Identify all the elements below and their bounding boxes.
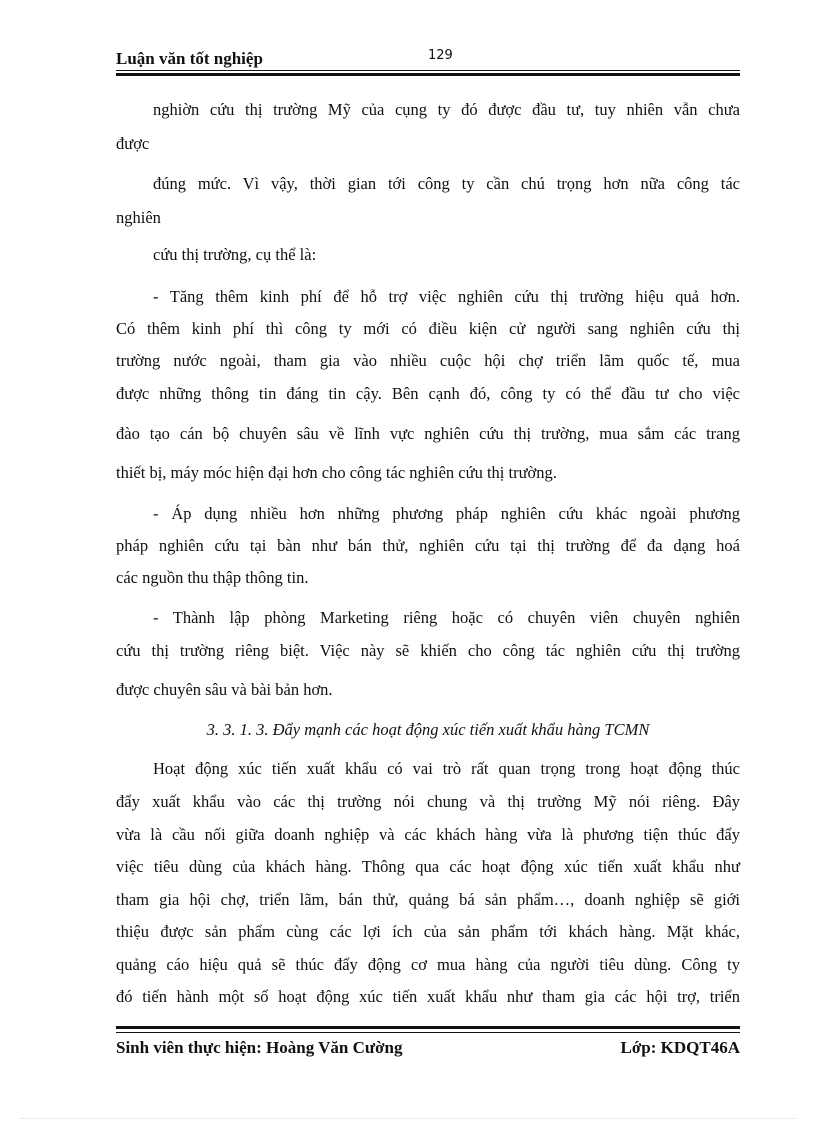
section-heading: 3. 3. 1. 3. Đẩy mạnh các hoạt động xúc tiến xuất khẩu hàng TCMN bbox=[206, 720, 650, 739]
header-title: Luận văn tốt nghiệp bbox=[116, 49, 263, 68]
body-line: được bbox=[116, 134, 150, 153]
body-line: thiết bị, máy móc hiện đại hơn cho công tác nghiên cứu thị trường. bbox=[116, 463, 557, 482]
body-line: các nguồn thu thập thông tin. bbox=[116, 568, 309, 587]
body-line: được chuyên sâu và bài bản hơn. bbox=[116, 680, 333, 699]
body-line: Hoạt động xúc tiến xuất khẩu có vai trò rất quan trọng trong hoạt động thúc bbox=[153, 759, 740, 778]
body-line: quảng cáo hiệu quả sẽ thúc đẩy động cơ mua hàng của người tiêu dùng. Công ty bbox=[116, 955, 740, 974]
body-line: Có thêm kinh phí thì công ty mới có điều kiện cử người sang nghiên cứu thị bbox=[116, 319, 740, 338]
body-line: cứu thị trường, cụ thể là: bbox=[153, 245, 317, 264]
bullet-line: - Áp dụng nhiều hơn những phương pháp nghiên cứu khác ngoài phương bbox=[153, 504, 740, 523]
bullet-line: - Tăng thêm kinh phí để hỗ trợ việc nghiên cứu thị trường hiệu quả hơn. bbox=[153, 287, 740, 306]
body-line: việc tiêu dùng của khách hàng. Thông qua các hoạt động xúc tiến xuất khẩu như bbox=[116, 857, 740, 876]
body-line: pháp nghiên cứu tại bàn như bán thử, nghiên cứu tại thị trường để đa dạng hoá bbox=[116, 536, 740, 555]
header-rule-thick bbox=[116, 73, 740, 76]
footer-rule-thin bbox=[116, 1032, 740, 1033]
body-line: thiệu được sản phẩm cùng các lợi ích của sản phẩm tới khách hàng. Mặt khác, bbox=[116, 922, 740, 941]
body-line: nghiờn cứu thị trường Mỹ của cụng ty đó được đầu tư, tuy nhiên vẫn chưa bbox=[153, 100, 740, 119]
body-line: được những thông tin đáng tin cậy. Bên cạnh đó, công ty có thể đầu tư cho việc bbox=[116, 384, 740, 403]
footer-rule-thick bbox=[116, 1026, 740, 1029]
footer-class: Lớp: KDQT46A bbox=[620, 1038, 740, 1057]
body-line: cứu thị trường riêng biệt. Việc này sẽ khiến cho công tác nghiên cứu thị trường bbox=[116, 641, 740, 660]
page-edge-dots bbox=[20, 1118, 796, 1120]
body-line: đó tiến hành một số hoạt động xúc tiến xuất khẩu như tham gia các hội trợ, triển bbox=[116, 987, 740, 1006]
body-line: đẩy xuất khẩu vào các thị trường nói chung và thị trường Mỹ nói riêng. Đây bbox=[116, 792, 740, 811]
body-line: đào tạo cán bộ chuyên sâu về lĩnh vực nghiên cứu thị trường, mua sắm các trang bbox=[116, 424, 740, 443]
body-line: vừa là cầu nối giữa doanh nghiệp và các khách hàng vừa là phương tiện thúc đẩy bbox=[116, 825, 740, 844]
body-line: nghiên bbox=[116, 208, 161, 227]
body-line: trường nước ngoài, tham gia vào nhiều cuộc hội chợ triển lãm quốc tế, mua bbox=[116, 351, 740, 370]
page-number: 129 bbox=[428, 48, 453, 63]
footer-student: Sinh viên thực hiện: Hoàng Văn Cường bbox=[116, 1038, 403, 1057]
body-line: tham gia hội chợ, triển lãm, bán thử, quảng bá sản phẩm…, doanh nghiệp sẽ giới bbox=[116, 890, 740, 909]
body-line: đúng mức. Vì vậy, thời gian tới công ty cần chú trọng hơn nữa công tác bbox=[153, 174, 740, 193]
header-rule-thin bbox=[116, 70, 740, 71]
bullet-line: - Thành lập phòng Marketing riêng hoặc có chuyên viên chuyên nghiên bbox=[153, 608, 740, 627]
